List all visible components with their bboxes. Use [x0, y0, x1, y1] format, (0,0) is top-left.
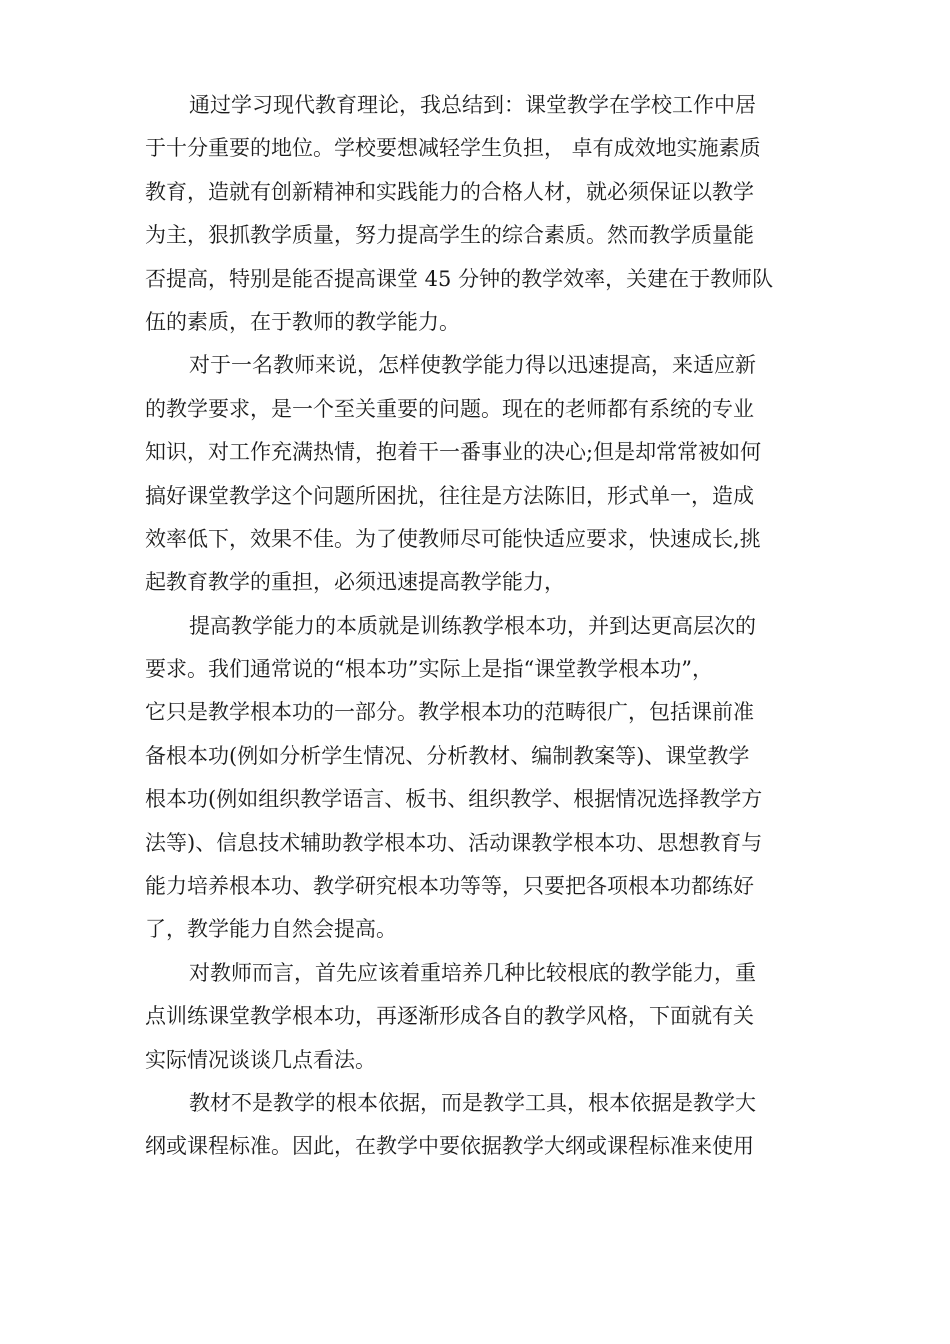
text-line: 起教育教学的重担，必须迅速提高教学能力，	[145, 570, 565, 595]
text-line: 点训练课堂教学根本功，再逐渐形成各自的教学风格，下面就有关	[145, 1004, 754, 1029]
text-line: 对于一名教师来说，怎样使教学能力得以迅速提高，来适应新	[189, 353, 756, 378]
text-line: 为主，狠抓教学质量，努力提高学生的综合素质。然而教学质量能	[145, 223, 754, 248]
text-line: 备根本功(例如分析学生情况、分析教材、编制教案等)、课堂教学	[145, 743, 750, 768]
text-line: 纲或课程标准。因此，在教学中要依据教学大纲或课程标准来使用	[145, 1134, 754, 1159]
text-line: 根本功(例如组织教学语言、板书、组织教学、根据情况选择教学方	[145, 787, 763, 812]
text-line: 它只是教学根本功的一部分。教学根本功的范畴很广，包括课前准	[145, 700, 754, 725]
paragraph-5	[145, 1082, 805, 1169]
text-line: 知识，对工作充满热情，抱着干一番事业的决心;但是却常常被如何	[145, 440, 762, 465]
text-line: 能力培养根本功、教学研究根本功等等，只要把各项根本功都练好	[145, 874, 754, 899]
text-line: 了，教学能力自然会提高。	[145, 917, 397, 942]
document-body	[145, 84, 805, 1169]
text-line: 的教学要求，是一个至关重要的问题。现在的老师都有系统的专业	[145, 396, 754, 421]
text-line: 效率低下，效果不佳。为了使教师尽可能快适应要求，快速成长,挑	[145, 526, 761, 551]
paragraph-2	[145, 344, 805, 604]
text-line: 搞好课堂教学这个问题所困扰，往往是方法陈旧，形式单一，造成	[145, 483, 754, 508]
text-line: 伍的素质，在于教师的教学能力。	[145, 309, 460, 334]
text-line: 通过学习现代教育理论，我总结到：课堂教学在学校工作中居	[189, 93, 756, 117]
text-line: 实际情况谈谈几点看法。	[145, 1047, 376, 1072]
text-line: 教育，造就有创新精神和实践能力的合格人材，就必须保证以教学	[145, 179, 754, 204]
paragraph-4	[145, 952, 805, 1082]
text-line: 法等)、信息技术辅助教学根本功、活动课教学根本功、思想教育与	[145, 830, 763, 855]
paragraph-1	[145, 84, 805, 344]
text-line: 要求。我们通常说的“根本功”实际上是指“课堂教学根本功”，	[145, 657, 713, 682]
text-line: 对教师而言，首先应该着重培养几种比较根底的教学能力，重	[189, 960, 756, 985]
text-line: 教材不是教学的根本依据，而是教学工具，根本依据是教学大	[189, 1090, 756, 1115]
paragraph-3	[145, 605, 805, 952]
text-line: 提高教学能力的本质就是训练教学根本功，并到达更高层次的	[189, 613, 756, 638]
text-line: 否提高，特别是能否提高课堂 45 分钟的教学效率，关建在于教师队	[145, 266, 774, 291]
text-line: 于十分重要的地位。学校要想减轻学生负担， 卓有成效地实施素质	[145, 136, 761, 161]
